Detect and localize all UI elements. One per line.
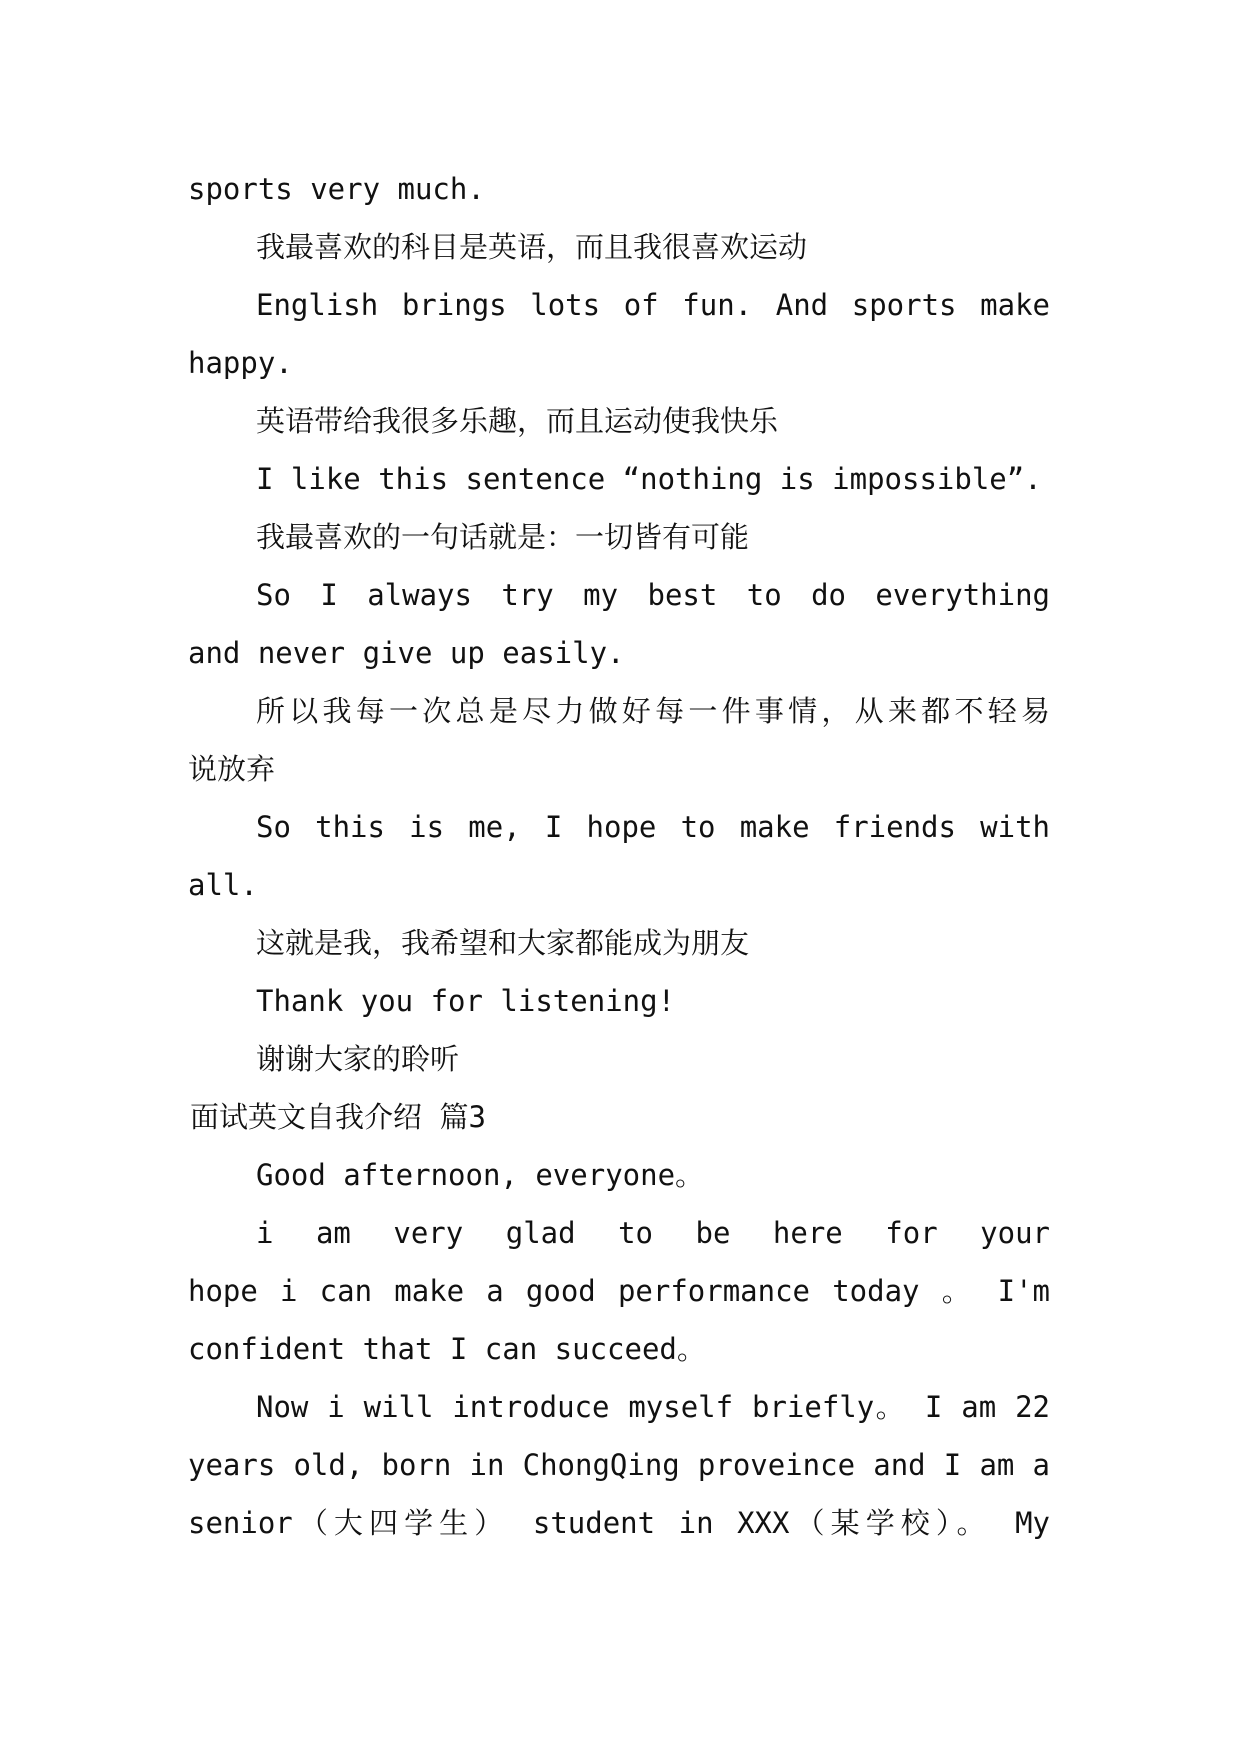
text-line: happy. (188, 346, 293, 380)
text-line: years old, born in ChongQing proveince and I am a (188, 1448, 1050, 1482)
text-line: hope i can make a good performance today 。 I'm (188, 1274, 1050, 1308)
text-line: So I always try my best to do everything (256, 578, 1050, 612)
text-line: 我最喜欢的一句话就是：一切皆有可能 (256, 520, 750, 554)
text-line: all. (188, 868, 258, 902)
text-line: 这就是我，我希望和大家都能成为朋友 (256, 926, 750, 960)
text-line: and never give up easily. (188, 636, 625, 670)
text-line: 说放弃 (188, 752, 276, 786)
text-line: I like this sentence “nothing is impossible”. (256, 462, 1042, 496)
text-line: 英语带给我很多乐趣，而且运动使我快乐 (256, 404, 779, 438)
text-line: senior（大四学生） student in XXX（某学校）。 My (188, 1506, 1050, 1540)
text-line: Good afternoon, everyone。 (256, 1158, 705, 1192)
document-body (188, 160, 1050, 1552)
text-line: confident that I can succeed。 (188, 1332, 706, 1366)
text-line: So this is me, I hope to make friends with (256, 810, 1050, 844)
text-line: English brings lots of fun. And sports make (256, 288, 1050, 322)
text-line: i am very glad to be here for your (256, 1216, 1050, 1250)
section-heading: 面试英文自我介绍 篇3 (190, 1100, 486, 1134)
text-line: 我最喜欢的科目是英语，而且我很喜欢运动 (256, 230, 808, 264)
text-line: sports very much. (188, 172, 485, 206)
text-line: Thank you for listening! (256, 984, 676, 1018)
text-line: Now i will introduce myself briefly。 I am 22 (256, 1390, 1050, 1424)
text-line: 谢谢大家的聆听 (256, 1042, 460, 1076)
text-line: 所以我每一次总是尽力做好每一件事情，从来都不轻易 (256, 694, 1050, 728)
